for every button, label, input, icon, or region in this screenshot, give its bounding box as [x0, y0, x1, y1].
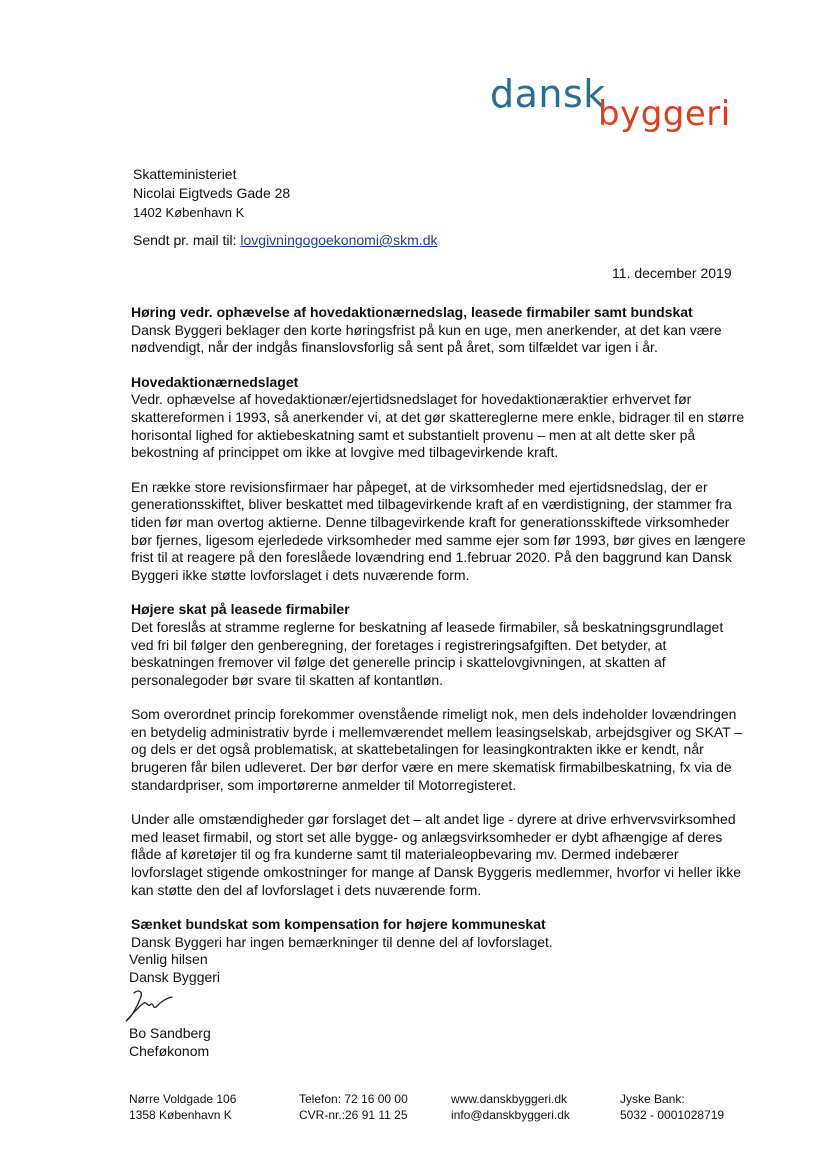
- section2-paragraph3: Under alle omstændigheder gør forslaget det – alt andet lige - dyrere at drive erhvervsvirksomhed med leaset firmabil, og stort set alle bygge- og anlægsvirksomheder er dybt afhængige af deres flåde af køretøjer til og fra kunderne samt til materialeopbevaring mv. Dermed indebærer lovforslaget stigende omkostninger for mange af Dansk Byggeris medlemmer, hvorfor vi heller ikke kan støtte den del af lovforslaget i dets nuværende form.: [131, 811, 742, 898]
- section2-paragraph1: Det foreslås at stramme reglerne for beskatning af leasede firmabiler, så beskatningsgrundlaget ved fri bil følger den genberegning, der foretages i registreringsafgiften. Det betyder, at beskatningen fremover vil følge det generelle princip i skattelovgivningen, at skatten af personalegoder bør svare til skatten af kontantløn.: [131, 618, 724, 688]
- section3-heading: Sænket bundskat som kompensation for højere kommuneskat: [131, 916, 546, 933]
- footer-cvr: CVR-nr.:26 91 11 25: [299, 1108, 408, 1122]
- closing-org: Dansk Byggeri: [129, 968, 221, 985]
- intro-paragraph: Dansk Byggeri beklager den korte høringsfrist på kun en uge, men anerkender, at det kan være nødvendigt, når der indgås finanslovsforlig så sent på året, som tilfældet var igen i år.: [131, 321, 722, 356]
- footer-city: 1358 København K: [129, 1108, 232, 1122]
- section2-heading: Højere skat på leasede firmabiler: [131, 601, 350, 618]
- section2-paragraph2: Som overordnet princip forekommer ovenstående rimeligt nok, men dels indeholder lovændringen en betydelig administrativ byrde i mellemværendet mellem leasingselskab, arbejdsgiver og SKAT – og dels er det også problematisk, at skattebetalingen for leasingkontrakten ikke er kendt, når brugeren får bilen udleveret. Der bør derfor være en mere skematisk firmabilbeskatning, fx via de standardpriser, som importørerne anmelder til Motorregisteret.: [131, 706, 743, 793]
- recipient-street: Nicolai Eigtveds Gade 28: [133, 185, 291, 201]
- footer-email[interactable]: info@danskbyggeri.dk: [451, 1108, 570, 1122]
- footer-contact: [299, 1091, 408, 1123]
- letter-body: [131, 304, 746, 968]
- sent-label: Sendt pr. mail til:: [133, 232, 237, 248]
- dansk-byggeri-logo: [490, 74, 750, 134]
- footer-bank-name: Jyske Bank:: [620, 1092, 685, 1106]
- recipient-address: [133, 165, 290, 222]
- footer-bank-account: 5032 - 0001028719: [620, 1108, 725, 1122]
- sent-by-mail: [133, 232, 437, 248]
- footer-street: Nørre Voldgade 106: [129, 1092, 237, 1106]
- footer-web: [451, 1091, 570, 1123]
- email-link[interactable]: lovgivningogoekonomi@skm.dk: [240, 232, 438, 248]
- logo-byggeri: byggeri: [598, 94, 731, 134]
- closing-greeting: Venlig hilsen: [129, 951, 208, 967]
- signer-block: [129, 1024, 211, 1060]
- footer-website[interactable]: www.danskbyggeri.dk: [451, 1092, 568, 1106]
- recipient-city: 1402 København K: [133, 205, 245, 220]
- logo-dansk: dansk: [490, 72, 606, 116]
- section1-paragraph2: En række store revisionsfirmaer har påpeget, at de virksomheder med ejertidsnedslag, der er generationsskiftet, bliver beskattet med tilbagevirkende kraft af en værdistigning, der stammer fra tiden før man overtog aktierne. Denne tilbagevirkende kraft for generationsskiftede virksomheder bør fjernes, ligesom ejerledede virksomheder med samme ejer som før 1993, bør gives en længere frist til at reagere på den foreslåede lovændring end 1.februar 2020. På den baggrund kan Dansk Byggeri ikke støtte lovforslaget i dets nuværende form.: [131, 478, 746, 583]
- recipient-name: Skatteministeriet: [133, 166, 237, 182]
- section1-paragraph1: Vedr. ophævelse af hovedaktionær/ejertidsnedslaget for hovedaktionæraktier erhvervet før skattereformen i 1993, så anerkender vi, at det gør skattereglerne mere enkle, bidrager til en større horisontal lighed for aktiebeskatning samt et substantielt provenu – men at alt dette sker på bekostning af princippet om ikke at lovgive med tilbagevirkende kraft.: [131, 391, 745, 461]
- letter-date: 11. december 2019: [612, 265, 732, 281]
- footer-phone: Telefon: 72 16 00 00: [299, 1092, 408, 1106]
- footer-address: [129, 1091, 236, 1123]
- signature-image: [120, 985, 180, 1025]
- footer-bank: [620, 1091, 724, 1123]
- signer-title: Cheføkonom: [129, 1043, 210, 1059]
- letter-title: Høring vedr. ophævelse af hovedaktionærnedslag, leasede firmabiler samt bundskat: [131, 304, 693, 320]
- section3-paragraph1: Dansk Byggeri har ingen bemærkninger til denne del af lovforslaget.: [131, 933, 553, 950]
- section1-heading: Hovedaktionærnedslaget: [131, 373, 299, 390]
- closing: [129, 951, 220, 986]
- signer-name: Bo Sandberg: [129, 1025, 211, 1041]
